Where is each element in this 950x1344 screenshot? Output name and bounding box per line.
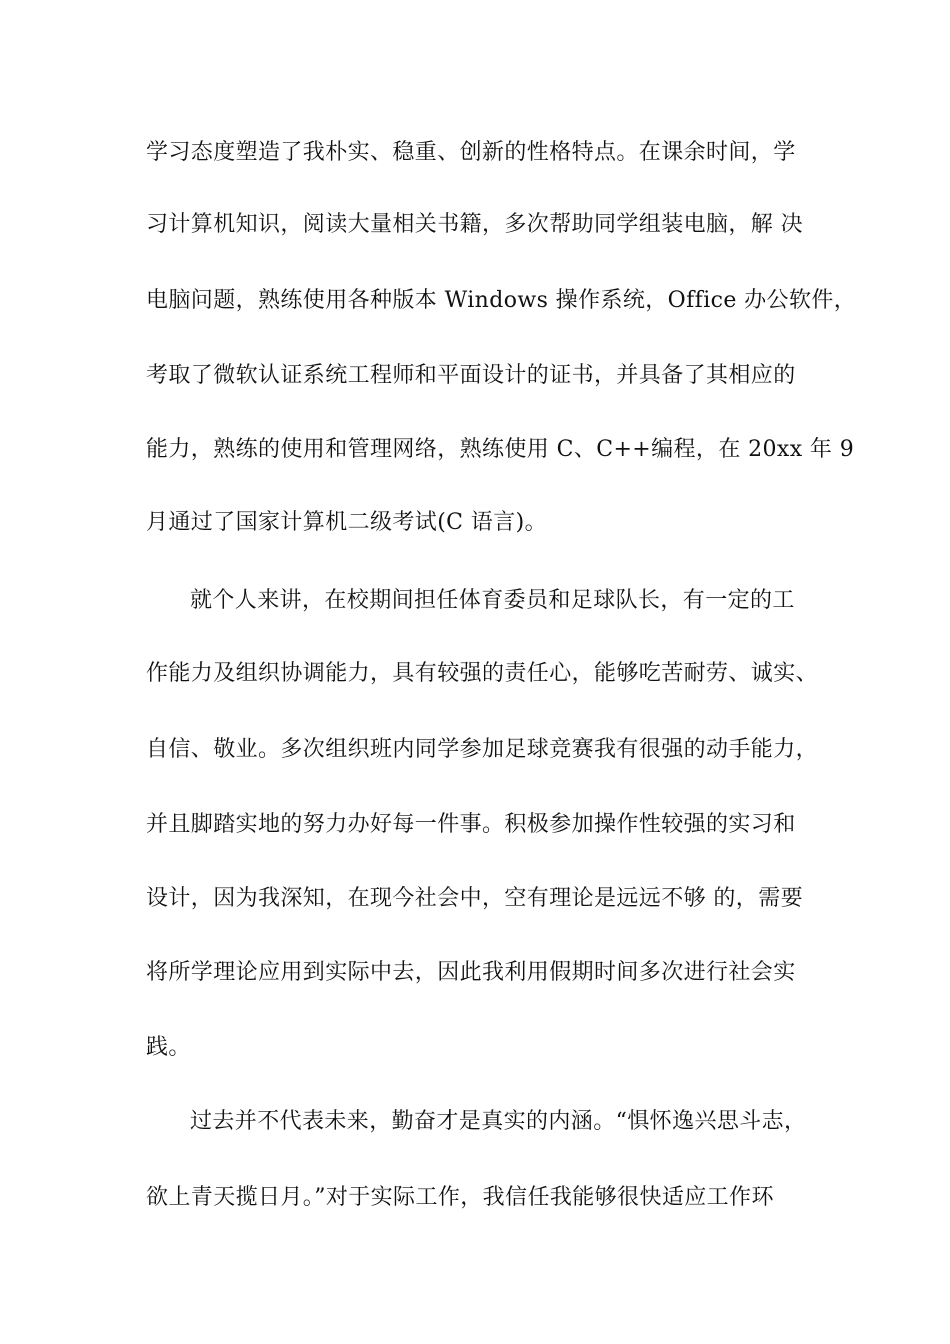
paragraph-first-line: 就个人来讲，在校期间担任体育委员和足球队长，有一定的工: [190, 588, 795, 613]
paragraph-first-line: 过去并不代表未来，勤奋才是真实的内涵。“惧怀逸兴思斗志，: [190, 1109, 807, 1134]
text-line: 习计算机知识，阅读大量相关书籍，多次帮助同学组装电脑，解 决: [146, 212, 803, 237]
text-line: 月通过了国家计算机二级考试(C 语言)。: [146, 510, 547, 535]
text-line: 并且脚踏实地的努力办好每一件事。积极参加操作性较强的实习和: [146, 812, 796, 837]
text-line: 能力，熟练的使用和管理网络，熟练使用 C、C++编程，在 20xx 年 9: [146, 437, 855, 462]
text-line: 电脑问题，熟练使用各种版本 Windows 操作系统，Office 办公软件，: [146, 288, 857, 313]
text-line: 欲上青天揽日月。”对于实际工作，我信任我能够很快适应工作环: [146, 1185, 774, 1210]
text-line: 考取了微软认证系统工程师和平面设计的证书，并具备了其相应的: [146, 363, 796, 388]
text-line: 学习态度塑造了我朴实、稳重、创新的性格特点。在课余时间，学: [146, 140, 796, 165]
text-line: 设计，因为我深知，在现今社会中，空有理论是远远不够 的，需要: [146, 886, 803, 911]
text-line: 践。: [146, 1035, 191, 1060]
text-line: 自信、敬业。多次组织班内同学参加足球竞赛我有很强的动手能力，: [146, 737, 819, 762]
text-line: 作能力及组织协调能力，具有较强的责任心，能够吃苦耐劳、诚实、: [146, 661, 819, 686]
text-line: 将所学理论应用到实际中去，因此我利用假期时间多次进行社会实: [146, 960, 796, 985]
